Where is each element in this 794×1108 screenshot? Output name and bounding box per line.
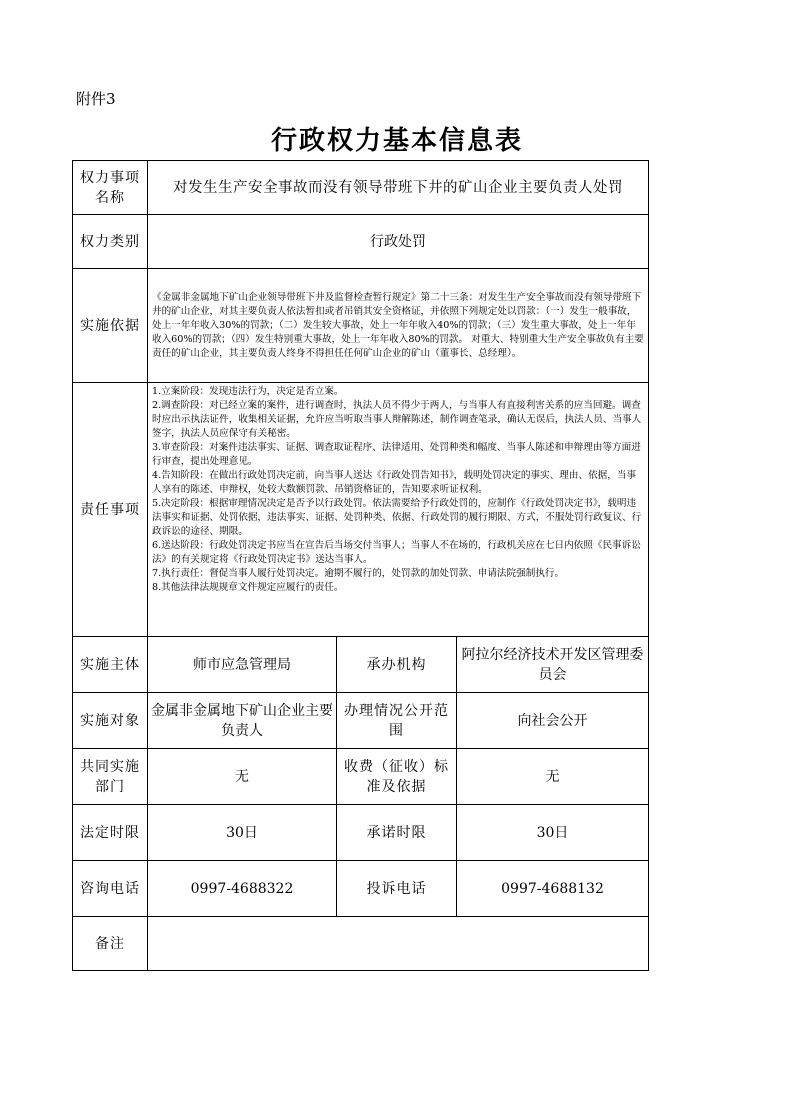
complaint-phone-label: 投诉电话: [337, 861, 457, 917]
row-responsibility: [73, 383, 649, 637]
responsibility-item: 5.决定阶段：根据审理情况决定是否予以行政处罚。依法需要给予行政处罚的，应制作《行政处罚决定书》，载明违法事实和证据、处罚依据，违法事实、证据、处罚种类、依据、行政处罚的履行期限、方式，不服处罚行政复议、行政诉讼的途径、期限。: [152, 498, 642, 537]
consult-phone-value: 0997-4688322: [148, 861, 337, 917]
target-label: 实施对象: [73, 693, 148, 749]
promised-time-value: 30日: [457, 805, 649, 861]
row-power-item: [73, 161, 649, 215]
responsibility-label: 责任事项: [73, 383, 148, 637]
document-title: 行政权力基本信息表: [270, 126, 523, 156]
responsibility-item: 7.执行责任：督促当事人履行处罚决定。逾期不履行的，处罚款的加处罚款、申请法院强制执行。: [152, 568, 565, 579]
power-category-value: 行政处罚: [148, 215, 649, 269]
responsibility-item: 6.送达阶段：行政处罚决定书应当在宣告后当场交付当事人；当事人不在场的，行政机关应在七日内依照《民事诉讼法》的有关规定将《行政处罚决定书》送达当事人。: [152, 540, 641, 565]
subject-value: 师市应急管理局: [148, 637, 337, 693]
basis-label: 实施依据: [73, 269, 148, 383]
responsibility-item: 3.审查阶段：对案件违法事实、证据、调查取证程序、法律适用、处罚种类和幅度、当事人陈述和申辩理由等方面进行审查，提出处理意见。: [152, 442, 641, 467]
legal-time-value: 30日: [148, 805, 337, 861]
organizer-value: 阿拉尔经济技术开发区管理委员会: [457, 637, 649, 693]
joint-dept-value: 无: [148, 749, 337, 805]
attachment-number: 附件3: [76, 90, 116, 108]
promised-time-label: 承诺时限: [337, 805, 457, 861]
responsibility-list: [148, 383, 649, 637]
remarks-value: [148, 917, 649, 971]
row-target: [73, 693, 649, 749]
responsibility-item: 1.立案阶段：发现违法行为，决定是否立案。: [152, 386, 344, 397]
row-phone: [73, 861, 649, 917]
subject-label: 实施主体: [73, 637, 148, 693]
fee-standard-value: 无: [457, 749, 649, 805]
remarks-label: 备注: [73, 917, 148, 971]
row-power-category: [73, 215, 649, 269]
fee-standard-label: 收费（征收）标准及依据: [337, 749, 457, 805]
power-item-label: 权力事项名称: [73, 161, 148, 215]
organizer-label: 承办机构: [337, 637, 457, 693]
power-item-value: 对发生生产安全事故而没有领导带班下井的矿山企业主要负责人处罚: [148, 161, 649, 215]
row-joint: [73, 749, 649, 805]
row-time-limit: [73, 805, 649, 861]
row-basis: [73, 269, 649, 383]
responsibility-item: 8.其他法律法规规章文件规定应履行的责任。: [152, 582, 344, 593]
disclosure-scope-label: 办理情况公开范围: [337, 693, 457, 749]
legal-time-label: 法定时限: [73, 805, 148, 861]
consult-phone-label: 咨询电话: [73, 861, 148, 917]
power-category-label: 权力类别: [73, 215, 148, 269]
target-value: 金属非金属地下矿山企业主要负责人: [148, 693, 337, 749]
info-table: [72, 160, 649, 971]
joint-dept-label: 共同实施部门: [73, 749, 148, 805]
disclosure-scope-value: 向社会公开: [457, 693, 649, 749]
row-subject: [73, 637, 649, 693]
basis-value: 《金属非金属地下矿山企业领导带班下井及监督检查暂行规定》第二十三条：对发生生产安全事故而没有领导带班下井的矿山企业，对其主要负责人依法暂扣或者吊销其安全资格证，并依照下列规定处以罚款：（一）发生一般事故，处上一年年收入30%的罚款；（二）发生较大事故，处上一年年收入40%的罚款；（三）发生重大事故，处上一年年收入60%的罚款；（四）发生特别重大事故，处上一年年收入80%的罚款。 对重大、特别重大生产安全事故负有主要责任的矿山企业，其主要负责人终身不得担任任何矿山企业的矿山（董事长、总经理）。: [148, 269, 649, 383]
responsibility-item: 4.告知阶段：在做出行政处罚决定前，向当事人送达《行政处罚告知书》，载明处罚决定的事实、理由、依据，当事人享有的陈述、申辩权，处较大数额罚款、吊销资格证的，告知要求听证权利。: [152, 470, 637, 495]
row-remarks: [73, 917, 649, 971]
responsibility-item: 2.调查阶段：对已经立案的案件，进行调查时，执法人员不得少于两人，与当事人有直接利害关系的应当回避。调查时应出示执法证件，收集相关证据，允许应当听取当事人辩解陈述，制作调查笔录，确认无误后，执法人员、当事人签字，执法人员应保守有关秘密。: [152, 400, 642, 439]
complaint-phone-value: 0997-4688132: [457, 861, 649, 917]
